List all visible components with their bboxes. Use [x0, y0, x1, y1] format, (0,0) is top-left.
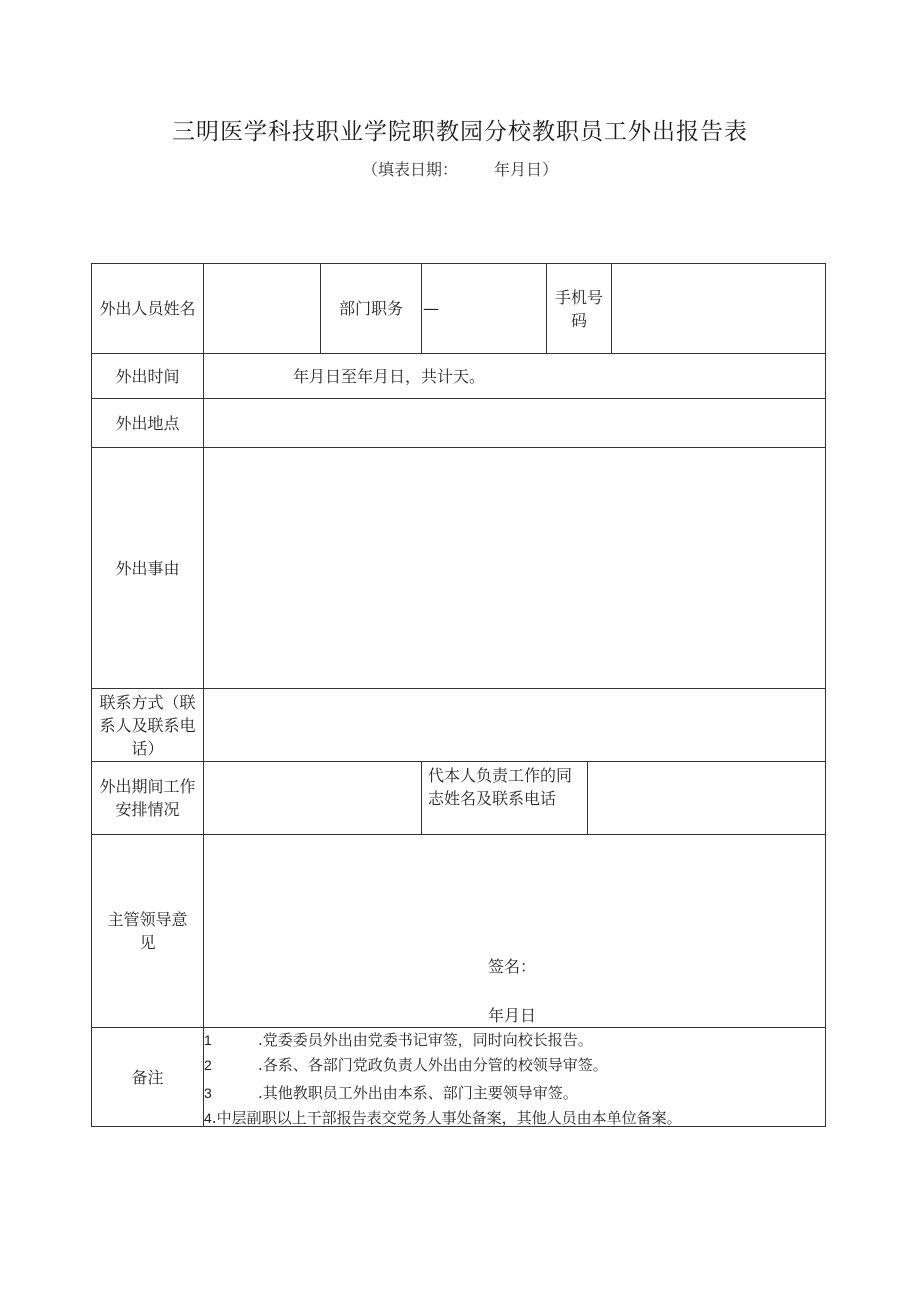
time-label: 外出时间 — [115, 366, 180, 386]
reason-label: 外出事由 — [115, 558, 180, 578]
dept-input[interactable]: — — [423, 299, 439, 318]
col-line — [825, 263, 826, 1127]
note-item: 2 .各系、各部门党政负责人外出由分管的校领导审签。 — [204, 1056, 608, 1074]
contact-label: 联系方式（联系人及联系电话） — [99, 692, 196, 758]
note-item: 4.中层副职以上干部报告表交党务人事处备案，其他人员由本单位备案。 — [204, 1109, 682, 1127]
contact-input[interactable] — [204, 689, 825, 761]
note-item: 1 .党委委员外出由党委书记审签，同时向校长报告。 — [204, 1031, 593, 1049]
leader-input[interactable] — [204, 835, 825, 1027]
name-label: 外出人员姓名 — [99, 298, 196, 318]
sign-date: 年月日 — [488, 1006, 537, 1025]
phone-label: 手机号码 — [554, 288, 603, 330]
deputy-label: 代本人负责工作的同志姓名及联系电话 — [428, 766, 573, 808]
fill-date-value[interactable]: 年月日） — [494, 160, 559, 179]
phone-input[interactable] — [612, 264, 825, 353]
name-input[interactable] — [204, 264, 320, 353]
sign-label: 签名： — [488, 957, 537, 976]
work-label: 外出期间工作安排情况 — [99, 777, 196, 819]
page-title: 三明医学科技职业学院职教园分校教职员工外出报告表 — [172, 119, 748, 145]
fill-date-prefix: （填表日期： — [361, 160, 458, 179]
leader-label: 主管领导意见 — [107, 910, 188, 952]
col-line — [421, 761, 422, 835]
work-input[interactable] — [204, 762, 421, 834]
remark-label: 备注 — [131, 1067, 164, 1087]
place-label: 外出地点 — [115, 413, 180, 433]
time-input[interactable]: 年月日至年月日，共计天。 — [293, 367, 486, 386]
fill-date — [0, 157, 920, 180]
note-item: 3 .其他教职员工外出由本系、部门主要领导审签。 — [204, 1084, 578, 1102]
col-line — [546, 263, 547, 354]
reason-input[interactable] — [204, 448, 825, 688]
dept-label: 部门职务 — [338, 299, 403, 318]
place-input[interactable] — [204, 399, 825, 447]
deputy-input[interactable] — [588, 762, 825, 834]
